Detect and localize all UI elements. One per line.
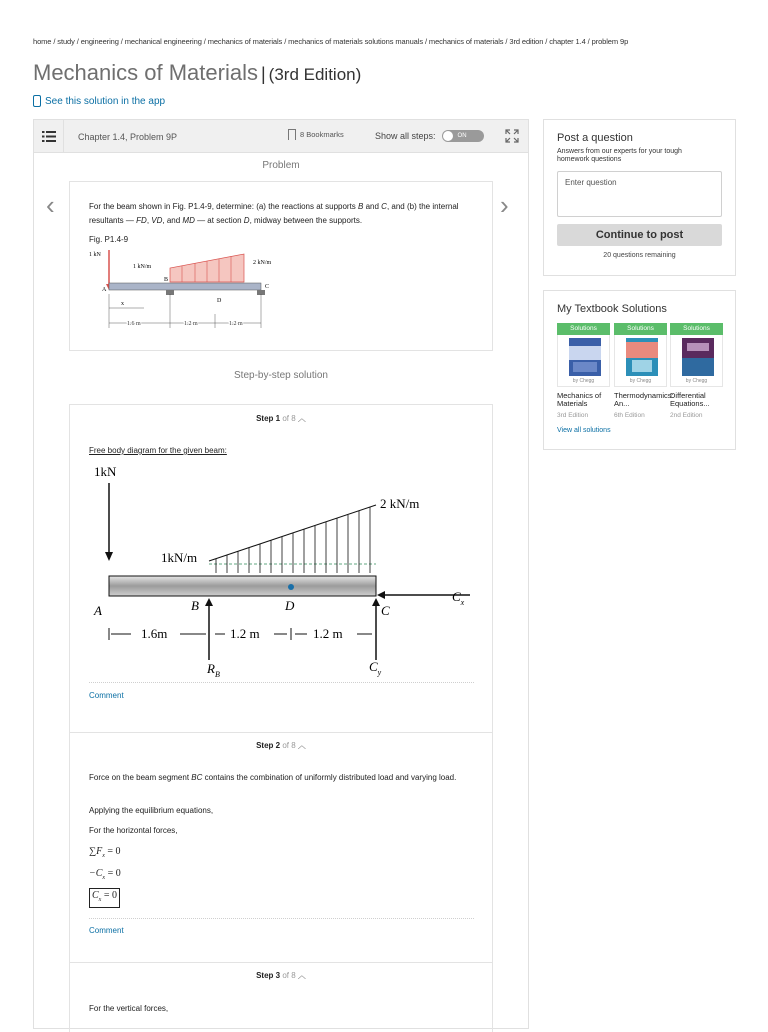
step-card-3 xyxy=(69,962,493,1032)
book-edition: 2nd Edition xyxy=(670,412,703,419)
step-1-divider xyxy=(89,682,474,683)
step-card-2 xyxy=(69,732,493,962)
free-body-diagram xyxy=(89,460,479,679)
step-by-step-heading: Step-by-step solution xyxy=(234,370,328,381)
fig-load-start-label: 1 kN/m xyxy=(133,264,152,270)
fbd-point-load-label: 1kN xyxy=(94,464,117,479)
fbd-label-a: A xyxy=(94,603,102,618)
fig-label-b: B xyxy=(164,277,169,283)
step-1-intro: Free body diagram for the given beam: xyxy=(89,446,227,455)
equation-sum-fx: $\sum F_x = 0$ xyxy=(89,846,121,859)
problem-text: For the beam shown in Fig. P1.4-9, determine: (a) the reactions at supports B and C, and (b) the internal resultants — FD, VD, and MD — at section D, midway between the supports. xyxy=(89,202,459,225)
book-cover-art xyxy=(626,338,658,376)
fbd-point-d xyxy=(288,584,294,590)
textbook-item[interactable] xyxy=(670,323,723,419)
step-card-1 xyxy=(69,404,493,732)
step-1-title[interactable]: Step 1 of 8 ︿ xyxy=(256,414,306,423)
fbd-dim-1: 1.6m xyxy=(141,626,168,641)
solutions-tag: Solutions xyxy=(614,323,667,335)
problem-figure xyxy=(89,248,309,332)
fig-label-d: D xyxy=(217,298,222,304)
book-edition: 3rd Edition xyxy=(557,412,589,419)
book-cover-art xyxy=(682,338,714,376)
fig-dim-2: 1.2 m xyxy=(184,321,198,327)
question-input[interactable]: Enter question xyxy=(557,171,722,217)
solution-toolbar xyxy=(34,120,528,153)
fbd-cx-label: $C_x$ xyxy=(452,589,465,607)
collapse-icon[interactable]: ︿ xyxy=(297,971,306,980)
post-question-title: Post a question xyxy=(557,132,633,144)
fig-label-a: A xyxy=(102,287,107,293)
list-icon xyxy=(42,131,56,142)
equation-neg-cx: $-C_x = 0$ xyxy=(89,868,121,881)
collapse-icon[interactable]: ︿ xyxy=(297,741,306,750)
book-cover xyxy=(557,335,610,387)
figure-label: Fig. P1.4-9 xyxy=(89,235,129,244)
fbd-rb-label: $R_B$ xyxy=(207,661,220,679)
edition-label: (3rd Edition) xyxy=(268,65,362,84)
show-steps-label: Show all steps: xyxy=(375,131,436,141)
expand-icon[interactable] xyxy=(504,128,520,144)
fig-label-c: C xyxy=(265,284,270,290)
bookmark-count: 8 Bookmarks xyxy=(300,130,344,139)
solutions-tag: Solutions xyxy=(557,323,610,335)
step-3-text: For the vertical forces, xyxy=(89,1004,169,1013)
fbd-distributed-load-arrows xyxy=(216,507,370,573)
page-title xyxy=(33,60,361,86)
show-all-steps xyxy=(375,130,484,142)
step-2-title[interactable]: Step 2 of 8 ︿ xyxy=(256,741,306,750)
problem-heading: Problem xyxy=(262,160,300,171)
step-3-title[interactable]: Step 3 of 8 ︿ xyxy=(256,971,306,980)
phone-icon xyxy=(33,95,41,107)
problem-card xyxy=(69,181,493,351)
fig-label-x: x xyxy=(121,301,124,307)
chapter-list-button[interactable] xyxy=(34,120,64,152)
fig-dim-3: 1.2 m xyxy=(229,321,243,327)
book-cover xyxy=(614,335,667,387)
fbd-load-start-label: 1kN/m xyxy=(161,550,198,565)
next-problem-arrow[interactable]: › xyxy=(500,190,509,220)
textbook-item[interactable] xyxy=(614,323,674,419)
step-2-horizontal-text: For the horizontal forces, xyxy=(89,826,178,835)
chegg-label: by Chegg xyxy=(629,378,652,384)
step-1-comment-link[interactable]: Comment xyxy=(89,691,124,700)
chegg-label: by Chegg xyxy=(685,378,708,384)
fbd-dim-2: 1.2 m xyxy=(230,626,260,641)
book-name: Mechanics of Materials xyxy=(557,391,602,408)
post-question-card xyxy=(543,119,736,276)
fbd-dim-3: 1.2 m xyxy=(313,626,343,641)
solutions-tag: Solutions xyxy=(670,323,723,335)
continue-to-post-button[interactable]: Continue to post xyxy=(557,224,722,246)
bookmark-button[interactable] xyxy=(288,129,344,140)
equation-cx-result: $C_x = 0$ xyxy=(89,888,120,908)
step-2-equations xyxy=(89,843,121,908)
chapter-problem-label[interactable]: Chapter 1.4, Problem 9P xyxy=(78,132,178,142)
book-cover-art xyxy=(569,338,601,376)
questions-remaining: 20 questions remaining xyxy=(603,252,676,259)
textbook-solutions-card xyxy=(543,290,736,450)
solution-panel xyxy=(33,119,529,1029)
bookmark-icon xyxy=(288,129,296,140)
fbd-label-b: B xyxy=(191,598,199,613)
book-cover xyxy=(670,335,723,387)
book-edition: 6th Edition xyxy=(614,412,645,419)
book-name: Differential Equations... xyxy=(670,391,710,408)
view-all-solutions-link[interactable]: View all solutions xyxy=(557,427,611,434)
textbook-item[interactable] xyxy=(557,323,610,419)
fbd-label-c: C xyxy=(381,603,390,618)
fbd-cy-label: $C_y$ xyxy=(369,659,382,677)
book-title: Mechanics of Materials xyxy=(33,60,258,85)
fig-dim-1: 1.6 m xyxy=(127,321,141,327)
fig-point-load-label: 1 kN xyxy=(89,252,101,258)
step-2-comment-link[interactable]: Comment xyxy=(89,926,124,935)
step-2-equilibrium-text: Applying the equilibrium equations, xyxy=(89,806,214,815)
see-in-app-link[interactable] xyxy=(33,95,165,107)
fbd-load-end-label: 2 kN/m xyxy=(380,496,420,511)
prev-problem-arrow[interactable]: ‹ xyxy=(46,190,55,220)
book-name: Thermodynamics: An... xyxy=(614,391,674,408)
collapse-icon[interactable]: ︿ xyxy=(297,414,306,423)
post-question-subtitle: Answers from our experts for your tough homework questions xyxy=(557,148,682,163)
textbook-solutions-title: My Textbook Solutions xyxy=(557,303,667,315)
show-steps-toggle[interactable]: ON xyxy=(442,130,484,142)
breadcrumb[interactable]: home / study / engineering / mechanical engineering / mechanics of materials / mechanics of materials solutions manuals / mechanics of materials / 3rd edition / chapter 1.4 / problem 9p xyxy=(33,37,629,46)
chegg-label: by Chegg xyxy=(572,378,595,384)
fig-load-end-label: 2 kN/m xyxy=(253,260,272,266)
step-2-divider xyxy=(89,918,474,919)
fbd-label-d: D xyxy=(285,598,295,613)
step-2-text: Force on the beam segment BC contains the combination of uniformly distributed load and varying load. xyxy=(89,773,457,782)
title-separator: | xyxy=(260,64,266,84)
app-link-label: See this solution in the app xyxy=(45,95,166,107)
